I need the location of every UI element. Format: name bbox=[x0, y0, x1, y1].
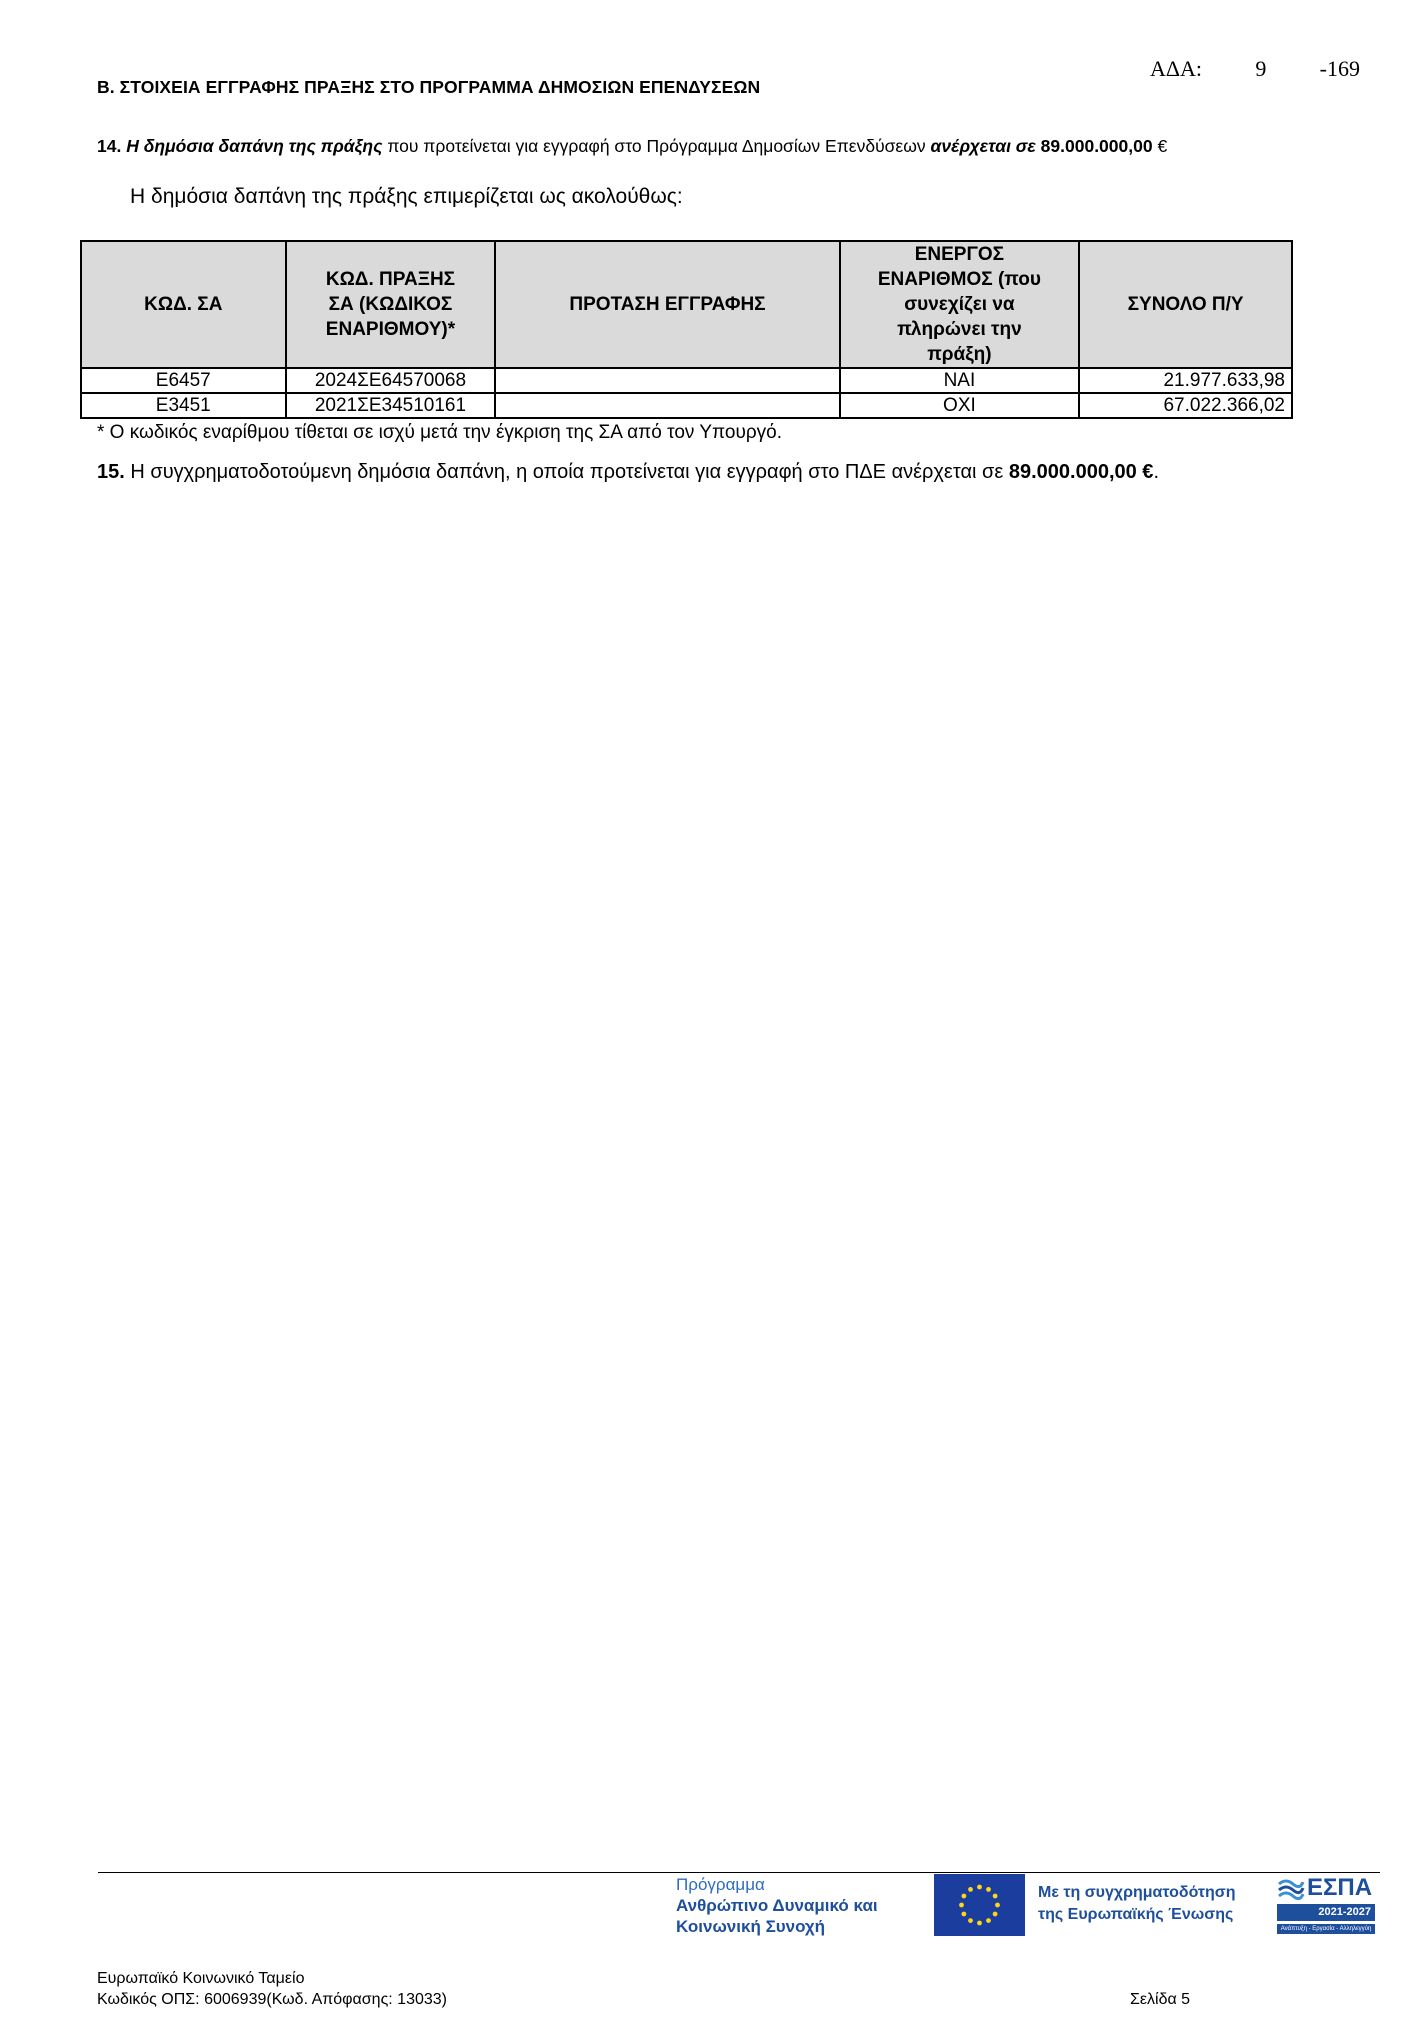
table-row bbox=[81, 393, 1292, 418]
item-14-paragraph bbox=[97, 136, 1167, 157]
table-footnote: * Ο κωδικός εναρίθμου τίθεται σε ισχύ μετά την έγκριση της ΣΑ από τον Υπουργό. bbox=[97, 422, 782, 443]
espa-waves-icon bbox=[1277, 1876, 1305, 1902]
item-15-text: Η συγχρηματοδοτούμενη δημόσια δαπάνη, η οποία προτείνεται για εγγραφή στο ΠΔΕ ανέρχεται σε bbox=[130, 461, 1004, 483]
ada-reference bbox=[1150, 56, 1360, 82]
allocation-table bbox=[80, 240, 1293, 419]
item-14-currency: € bbox=[1157, 136, 1168, 156]
cell-sa: Ε3451 bbox=[81, 393, 286, 418]
split-intro: Η δημόσια δαπάνη της πράξης επιμερίζεται ως ακολούθως: bbox=[130, 185, 683, 208]
cofunding-text: Με τη συγχρηματοδότηση της Ευρωπαϊκής Ένωσης bbox=[1038, 1884, 1236, 1923]
item-15-end: . bbox=[1153, 461, 1159, 483]
cell-total: 67.022.366,02 bbox=[1079, 393, 1292, 418]
item-14-verb: ανέρχεται σε bbox=[930, 136, 1036, 156]
item-15-number: 15. bbox=[97, 461, 125, 483]
item-15-amount: 89.000.000,00 € bbox=[1008, 461, 1154, 483]
footer-divider bbox=[98, 1872, 1380, 1873]
table-row bbox=[81, 368, 1292, 393]
ada-part1: 9 bbox=[1255, 56, 1267, 81]
header-project-code: ΚΩΔ. ΠΡΑΞΗΣ ΣΑ (ΚΩΔΙΚΟΣ ΕΝΑΡΙΘΜΟΥ)* bbox=[286, 241, 496, 368]
cell-proposal bbox=[495, 368, 839, 393]
header-total: ΣΥΝΟΛΟ Π/Υ bbox=[1079, 241, 1292, 368]
espa-logo: ΕΣΠΑ 2021-2027 Ανάπτυξη - Εργασία - Αλληλεγγύη bbox=[1277, 1874, 1375, 1936]
cell-code: 2024ΣΕ64570068 bbox=[286, 368, 496, 393]
section-title: Β. ΣΤΟΙΧΕΙΑ ΕΓΓΡΑΦΗΣ ΠΡΑΞΗΣ ΣΤΟ ΠΡΟΓΡΑΜΜΑ ΔΗΜΟΣΙΩΝ ΕΠΕΝΔΥΣΕΩΝ bbox=[97, 77, 761, 97]
ada-label: ΑΔΑ: bbox=[1150, 56, 1203, 81]
footer-ops-code: Κωδικός ΟΠΣ: 6006939(Κωδ. Απόφασης: 13033) bbox=[97, 1991, 447, 2008]
cell-active: ΝΑΙ bbox=[840, 368, 1080, 393]
cell-sa: Ε6457 bbox=[81, 368, 286, 393]
ada-part2: -169 bbox=[1319, 56, 1360, 81]
header-active-code: ΕΝΕΡΓΟΣ ΕΝΑΡΙΘΜΟΣ (που συνεχίζει να πληρώνει την πράξη) bbox=[840, 241, 1080, 368]
item-14-number: 14. bbox=[97, 136, 122, 156]
cell-proposal bbox=[495, 393, 839, 418]
page-number: Σελίδα 5 bbox=[1130, 1991, 1191, 2008]
table-header-row bbox=[81, 241, 1292, 368]
header-sa-code: ΚΩΔ. ΣΑ bbox=[81, 241, 286, 368]
cell-total: 21.977.633,98 bbox=[1079, 368, 1292, 393]
item-14-middle: που προτείνεται για εγγραφή στο Πρόγραμμα Δημοσίων Επενδύσεων bbox=[387, 136, 926, 156]
item-15-paragraph bbox=[97, 461, 1159, 484]
item-14-lead: Η δημόσια δαπάνη της πράξης bbox=[126, 136, 383, 156]
eu-flag-icon bbox=[934, 1874, 1025, 1936]
cell-active: ΟΧΙ bbox=[840, 393, 1080, 418]
item-14-amount: 89.000.000,00 bbox=[1040, 136, 1153, 156]
programme-logo: Πρόγραμμα Ανθρώπινο Δυναμικό και Κοινωνική Συνοχή bbox=[676, 1875, 878, 1936]
header-proposal: ΠΡΟΤΑΣΗ ΕΓΓΡΑΦΗΣ bbox=[495, 241, 839, 368]
footer-fund: Ευρωπαϊκό Κοινωνικό Ταμείο bbox=[97, 1970, 305, 1987]
cell-code: 2021ΣΕ34510161 bbox=[286, 393, 496, 418]
